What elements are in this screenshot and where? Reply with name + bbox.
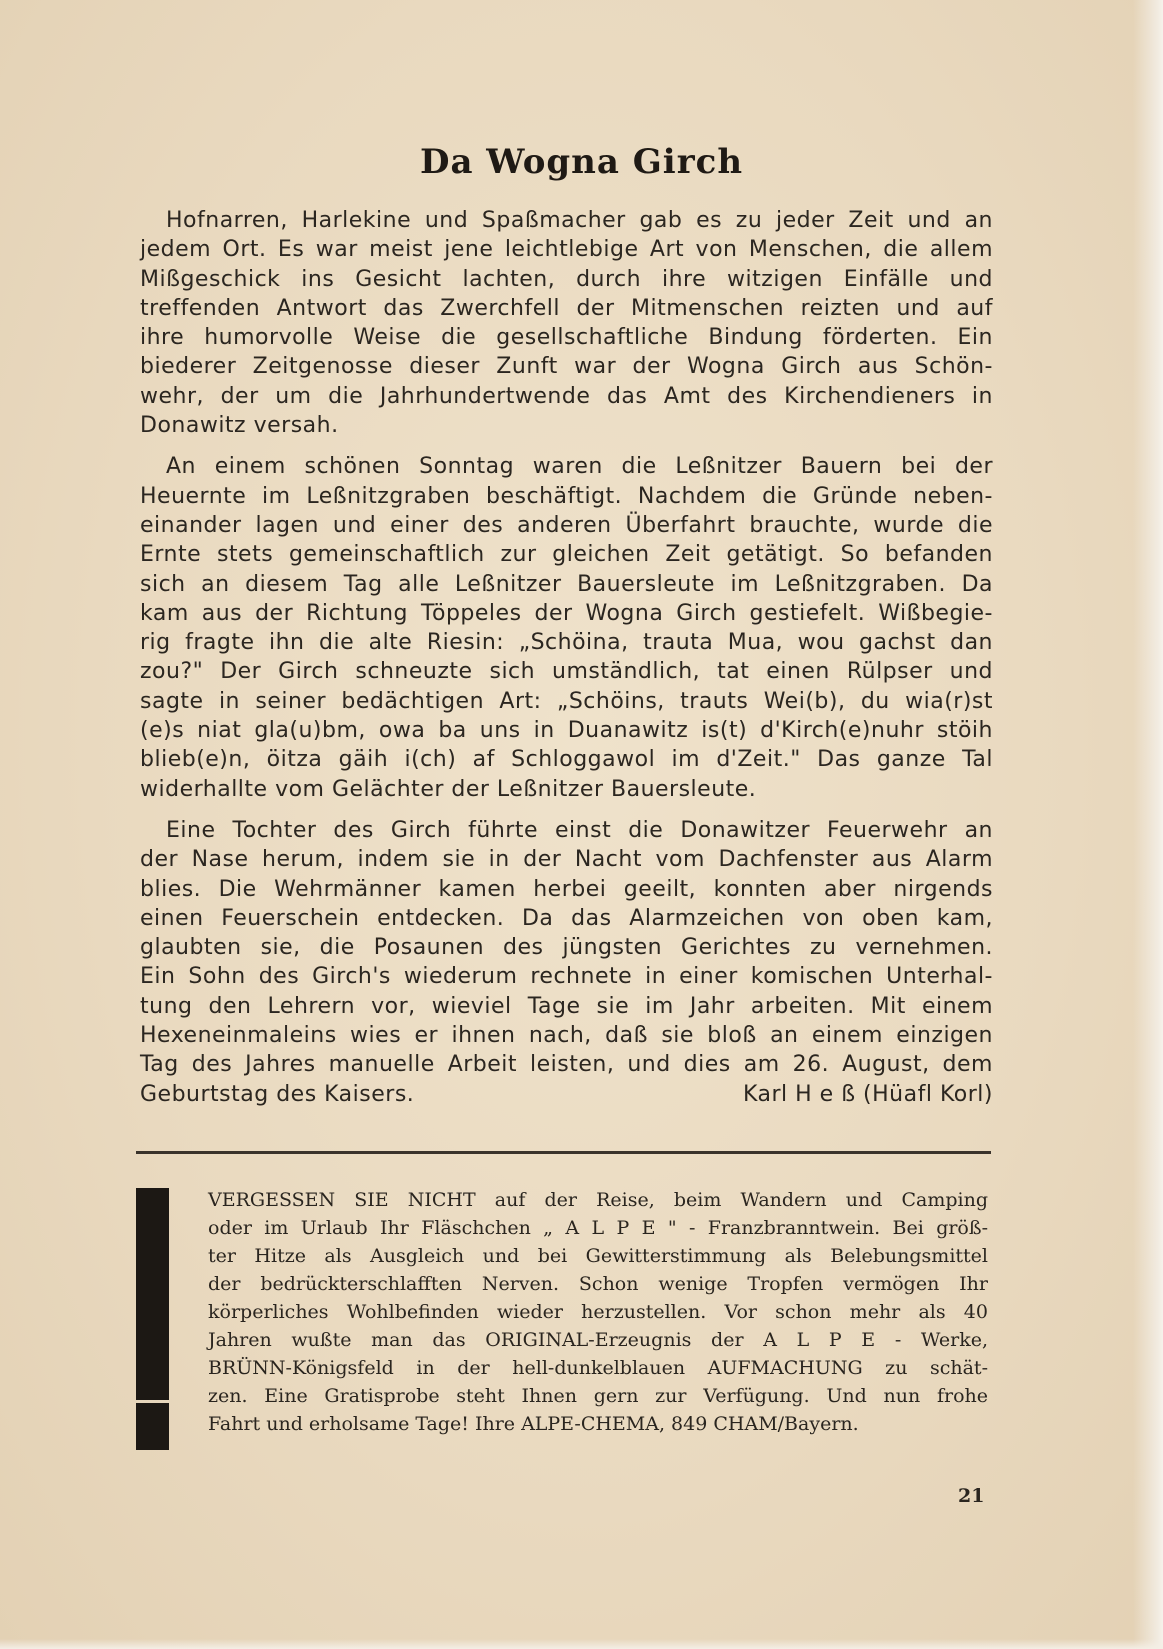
text-line: wehr, der um die Jahrhundertwende das Amt des Kirchendieners in: [140, 383, 993, 409]
advertisement: [208, 1186, 988, 1438]
page-number: 21: [958, 1485, 985, 1507]
text-line: jedem Ort. Es war meist jene leichtlebige Art von Menschen, die allem: [140, 237, 993, 263]
paragraph-1: [140, 206, 993, 440]
ad-line: körperliches Wohlbefinden wieder herzustellen. Vor schon mehr als 40: [208, 1301, 988, 1323]
section-divider: [136, 1151, 991, 1154]
text-line: treffenden Antwort das Zwerchfell der Mitmenschen reizten und auf: [140, 295, 993, 321]
text-line: der Nase herum, indem sie in der Nacht vom Dachfenster aus Alarm: [140, 847, 993, 873]
paragraph-3: [140, 816, 993, 1109]
text-line: Ernte stets gemeinschaftlich zur gleichen Zeit getätigt. So befanden: [140, 542, 993, 568]
ad-line: Jahren wußte man das ORIGINAL-Erzeugnis der A L P E - Werke,: [208, 1329, 988, 1351]
ad-line: oder im Urlaub Ihr Fläschchen „ A L P E " - Franzbranntwein. Bei größ-: [208, 1217, 988, 1239]
text-line: blies. Die Wehrmänner kamen herbei geeilt, konnten aber nirgends: [140, 876, 993, 902]
paragraph-2: [140, 452, 993, 804]
ad-marker-bar: [136, 1188, 169, 1450]
text-line: sich an diesem Tag alle Leßnitzer Bauersleute im Leßnitzgraben. Da: [140, 571, 993, 597]
text-line: (e)s niat gla(u)bm, owa ba uns in Duanawitz is(t) d'Kirch(e)nuhr stöih: [140, 718, 993, 744]
ad-line: ter Hitze als Ausgleich und bei Gewitterstimmung als Belebungsmittel: [208, 1245, 988, 1267]
text-line: einen Feuerschein entdecken. Da das Alarmzeichen von oben kam,: [140, 905, 993, 931]
text-line: rig fragte ihn die alte Riesin: „Schöina, trauta Mua, wou gachst dan: [140, 630, 993, 656]
article-title: Da Wogna Girch: [419, 142, 744, 182]
text-line: kam aus der Richtung Töppeles der Wogna Girch gestiefelt. Wißbegie-: [140, 600, 993, 626]
ad-marker-notch: [136, 1400, 169, 1403]
text-line: zou?" Der Girch schneuzte sich umständlich, tat einen Rülpser und: [140, 659, 993, 685]
text-line: Mißgeschick ins Gesicht lachten, durch ihre witzigen Einfälle und: [140, 266, 993, 292]
text-line: biederer Zeitgenosse dieser Zunft war der Wogna Girch aus Schön-: [140, 354, 993, 380]
text-line: Hofnarren, Harlekine und Spaßmacher gab es zu jeder Zeit und an: [166, 208, 993, 233]
text-line: Eine Tochter des Girch führte einst die Donawitzer Feuerwehr an: [166, 817, 993, 843]
page-edge: [1133, 0, 1163, 1649]
text-line: An einem schönen Sonntag waren die Leßnitzer Bauern bei der: [166, 454, 993, 480]
page-edge-bottom: [0, 1639, 1163, 1649]
closing-text: Geburtstag des Kaisers.: [140, 1081, 415, 1107]
text-line: Heuernte im Leßnitzgraben beschäftigt. Nachdem die Gründe neben-: [140, 483, 993, 509]
ad-line: BRÜNN-Königsfeld in der hell-dunkelblauen AUFMACHUNG zu schät-: [208, 1357, 988, 1379]
text-line: blieb(e)n, öitza gäih i(ch) af Schloggawol im d'Zeit." Das ganze Tal: [140, 747, 993, 773]
author-byline: Karl H e ß (Hüafl Korl): [742, 1081, 993, 1107]
text-line: ihre humorvolle Weise die gesellschaftliche Bindung förderten. Ein: [140, 325, 993, 351]
ad-line: Fahrt und erholsame Tage! Ihre ALPE-CHEMA, 849 CHAM/Bayern.: [208, 1413, 859, 1435]
text-line: glaubten sie, die Posaunen des jüngsten Gerichtes zu vernehmen.: [140, 935, 993, 961]
article-body: [140, 206, 993, 1121]
closing-row: [140, 1080, 993, 1109]
text-line: Hexeneinmaleins wies er ihnen nach, daß sie bloß an einem einzigen: [140, 1023, 993, 1049]
text-line: einander lagen und einer des anderen Überfahrt brauchte, wurde die: [140, 512, 993, 538]
text-line: Donawitz versah.: [140, 413, 339, 439]
ad-line: der bedrückterschlafften Nerven. Schon wenige Tropfen vermögen Ihr: [208, 1273, 988, 1295]
text-line: Ein Sohn des Girch's wiederum rechnete in einer komischen Unterhal-: [140, 964, 993, 990]
text-line: Tag des Jahres manuelle Arbeit leisten, und dies am 26. August, dem: [140, 1052, 993, 1078]
text-line: widerhallte vom Gelächter der Leßnitzer Bauersleute.: [140, 776, 757, 802]
ad-line: VERGESSEN SIE NICHT auf der Reise, beim Wandern und Camping: [208, 1189, 988, 1211]
text-line: sagte in seiner bedächtigen Art: „Schöins, trauts Wei(b), du wia(r)st: [140, 688, 993, 714]
ad-line: zen. Eine Gratisprobe steht Ihnen gern zur Verfügung. Und nun frohe: [208, 1385, 988, 1407]
text-line: tung den Lehrern vor, wieviel Tage sie im Jahr arbeiten. Mit einem: [140, 993, 993, 1019]
